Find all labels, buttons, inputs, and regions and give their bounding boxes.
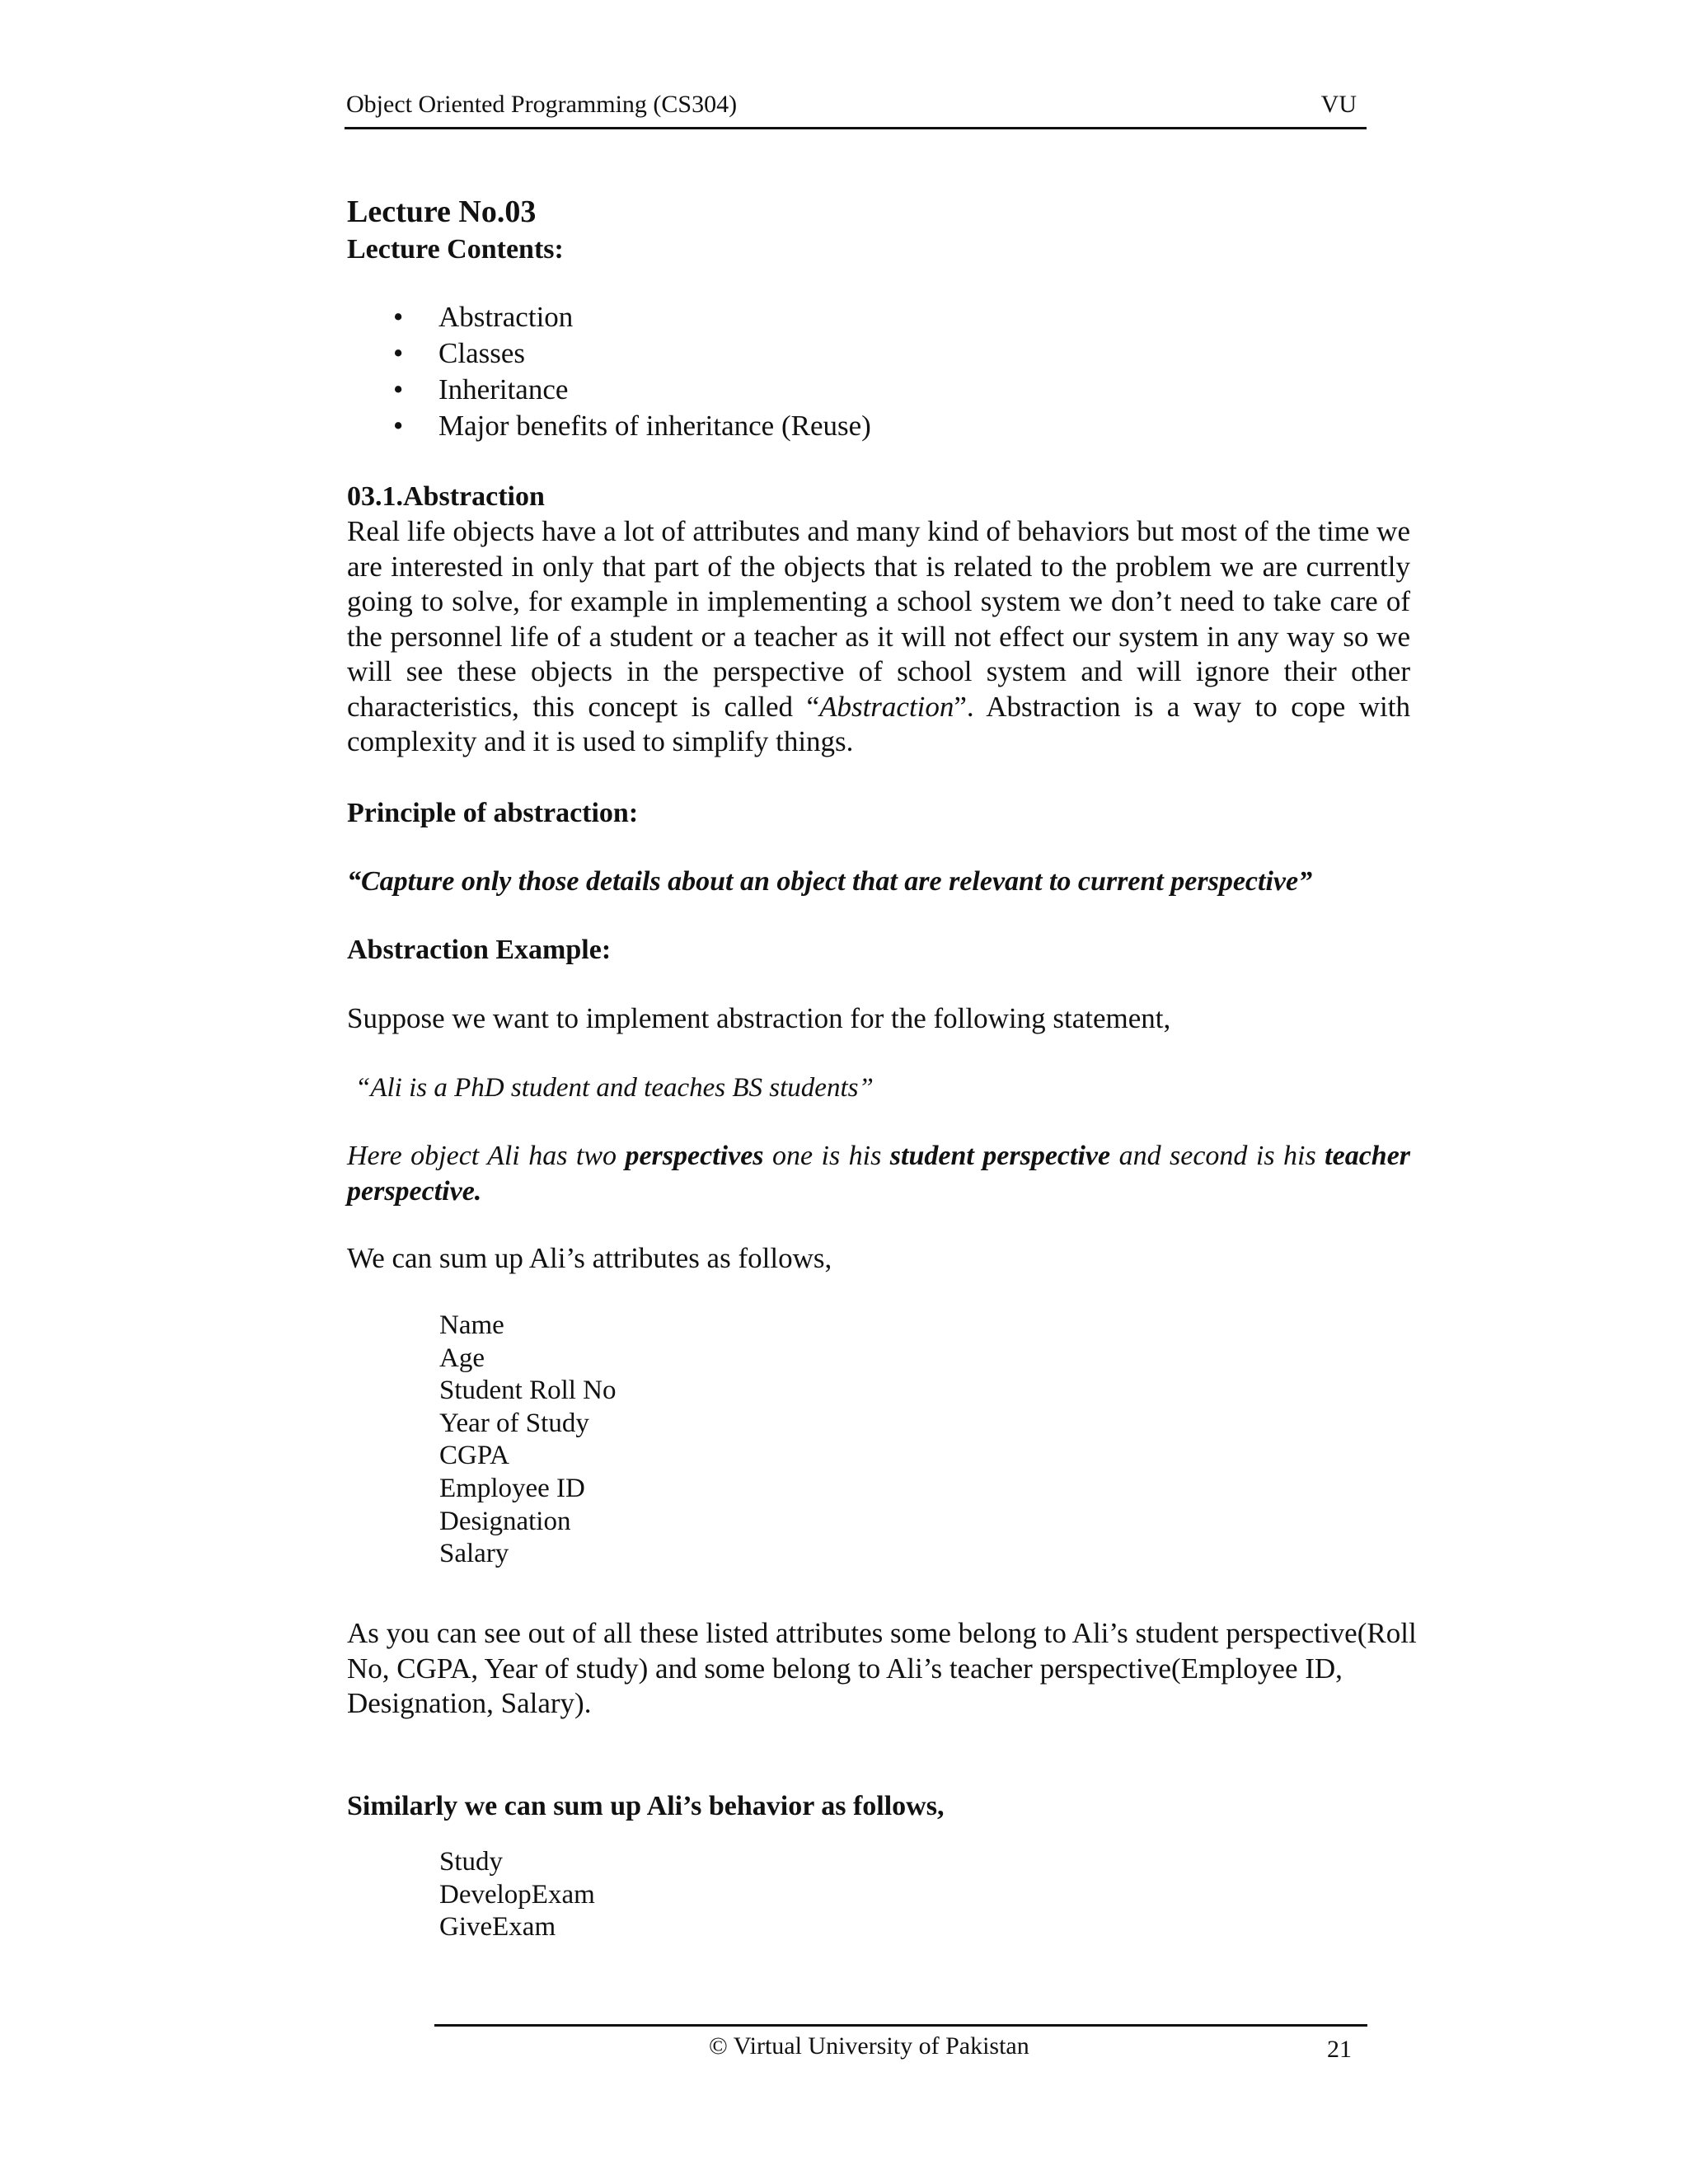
behaviors-list [439,1846,595,1944]
list-item: • Classes [347,336,871,373]
example-intro: Suppose we want to implement abstraction for the following statement, [347,1002,1171,1034]
page-header [345,87,1367,129]
list-item: Salary [439,1539,509,1569]
institute-abbrev: VU [1320,91,1357,118]
list-item: Designation [439,1506,571,1536]
bullet-icon: • [393,410,404,442]
footer-divider [434,2024,1367,2027]
list-item: Name [439,1310,504,1340]
course-title: Object Oriented Programming (CS304) [346,91,738,118]
list-item: DevelopExam [439,1879,595,1910]
list-item: Student Roll No [439,1376,617,1406]
principle-quote: “Capture only those details about an object that are relevant to current perspective” [347,866,1313,897]
example-heading: Abstraction Example: [347,935,612,965]
list-item: CGPA [439,1441,509,1471]
list-item: Year of Study [439,1408,589,1438]
principle-heading: Principle of abstraction: [347,798,639,828]
list-item: Employee ID [439,1473,585,1503]
bullet-icon: • [393,337,404,369]
behavior-heading: Similarly we can sum up Ali’s behavior as follows, [347,1791,945,1821]
footer-copyright: © Virtual University of Pakistan [709,2032,1029,2060]
page-number: 21 [1327,2036,1352,2063]
list-item: Study [439,1847,504,1877]
list-item: GiveExam [439,1912,556,1943]
perspectives-paragraph: Here object Ali has two perspectives one is his student perspective and second is his teacher perspective. [347,1141,1411,1207]
section-title: 03.1.Abstraction [347,481,545,512]
list-item: • Abstraction [347,300,871,336]
list-item: • Major benefits of inheritance (Reuse) [347,409,871,445]
bullet-icon: • [393,301,404,333]
attributes-summary: As you can see out of all these listed attributes some belong to Ali’s student perspective(Roll No, CGPA, Year of study) and some belong to Ali’s teacher perspective(Employee ID, Designation, Salary). [347,1617,1417,1719]
attributes-intro: We can sum up Ali’s attributes as follows, [347,1242,832,1274]
lecture-contents-label: Lecture Contents: [347,234,564,265]
abstraction-paragraph: Real life objects have a lot of attributes and many kind of behaviors but most of the time we are interested in only that part of the objects that is related to the problem we are currently going to solve, for example in implementing a school system we don’t need to take care of the personnel life of a student or a teacher as it will not effect our system in any way so we will see these objects in the perspective of school system and will ignore their other characteristics, this concept is called “Abstraction”. Abstraction is a way to cope with complexity and it is used to simplify things. [347,515,1410,757]
attributes-list [439,1310,617,1571]
list-item: • Inheritance [347,373,871,409]
example-statement: “Ali is a PhD student and teaches BS students” [355,1073,874,1103]
bullet-icon: • [393,373,404,405]
list-item: Age [439,1343,485,1373]
abstraction-term: Abstraction [819,690,954,723]
contents-list [347,300,871,445]
lecture-title: Lecture No.03 [347,194,537,229]
